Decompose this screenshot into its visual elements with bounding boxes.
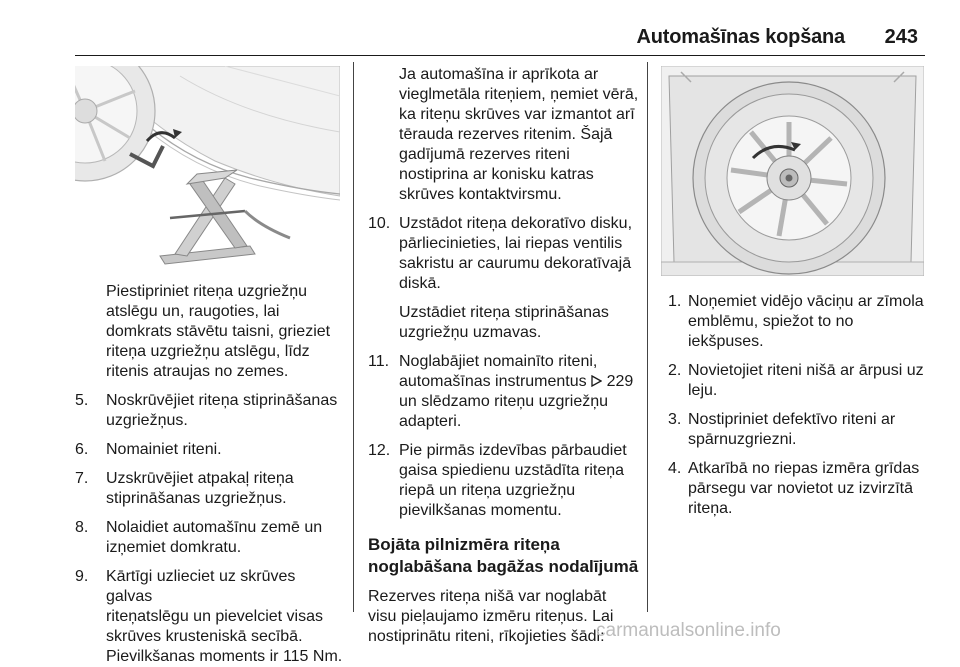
middle-column <box>368 65 640 647</box>
step-7: 7. Uzskrūvējiet atpakaļ riteņa stiprināšanas uzgriežņus. <box>75 470 294 507</box>
page-number: 243 <box>884 26 918 48</box>
page-title: Automašīnas kopšana <box>636 26 845 48</box>
step-5: 5. Noskrūvējiet riteņa stiprināšanas uzgriežņus. <box>75 392 338 429</box>
page-header <box>0 0 960 62</box>
step-10-continued: Uzstādiet riteņa stiprināšanas uzgriežņu uzmavas. <box>399 304 609 341</box>
step-4: 4. Atkarībā no riepas izmēra grīdas pārsegu var novietot uz izvirzītā riteņa. <box>668 460 920 517</box>
spare-wheel-well-illustration <box>661 66 924 276</box>
step-3: 3. Nostipriniet defektīvo riteni ar spārnuzgriezni. <box>668 411 896 448</box>
jack-illustration-svg <box>75 66 340 274</box>
step-11: 11. Noglabājiet nomainīto riteni, automašīnas instrumentus 229 un slēdzamo riteņu uzgriežņu adapteri. <box>368 353 634 430</box>
right-column <box>668 292 930 519</box>
watermark: carmanualsonline.info <box>596 620 781 641</box>
step-8: 8. Nolaidiet automašīnu zemē un izņemiet domkratu. <box>75 519 323 556</box>
page-reference-arrow-icon <box>591 375 602 387</box>
spare-wheel-well-svg <box>661 66 924 276</box>
step-2: 2. Novietojiet riteni nišā ar ārpusi uz leju. <box>668 362 924 399</box>
step-10: 10. Uzstādot riteņa dekoratīvo disku, pārliecinieties, lai riepas ventilis sakristu ar caurumu dekoratīvajā diskā. <box>368 215 633 292</box>
step-12: 12. Pie pirmās izdevības pārbaudiet gaisa spiedienu uzstādīta riteņa riepā un riteņa uzgriežņu pievilkšanas momentu. <box>368 442 627 519</box>
header-rule <box>75 55 925 56</box>
step-9: 9. Kārtīgi uzlieciet uz skrūves galvas riteņatslēgu un pievelciet visas skrūves krusteniskā secībā. Pievilkšanas moments ir 115 Nm. <box>75 568 343 665</box>
caption-step-4: Piestipriniet riteņa uzgriežņu atslēgu un, raugoties, lai domkrats stāvētu taisni, grieziet riteņa uzgriežņu atslēgu, līdz ritenis atraujas no zemes. <box>106 283 331 380</box>
section-heading: Bojāta pilnizmēra riteņa noglabāšana bagāžas nodalījumā <box>368 535 639 576</box>
left-column <box>75 282 345 667</box>
column-divider-right <box>647 62 648 612</box>
section-intro: Rezerves riteņa nišā var noglabāt visu pieļaujamo izmēru riteņus. Lai nostiprinātu riteni, rīkojieties šādi: <box>368 588 614 645</box>
page-reference-link[interactable]: 229 <box>591 373 633 390</box>
step-6: 6. Nomainiet riteni. <box>75 441 222 458</box>
jack-illustration <box>75 66 340 274</box>
column-divider-left <box>353 62 354 612</box>
step-1: 1. Noņemiet vidējo vāciņu ar zīmola emblēmu, spiežot to no iekšpuses. <box>668 293 924 350</box>
alloy-wheel-note: Ja automašīna ir aprīkota ar vieglmetāla riteņiem, ņemiet vērā, ka riteņu skrūves var izmantot arī tērauda rezerves ritenim. Šajā gadījumā rezerves riteni nostiprina ar konisku katras skrūves kontaktvirsmu. <box>399 66 639 203</box>
